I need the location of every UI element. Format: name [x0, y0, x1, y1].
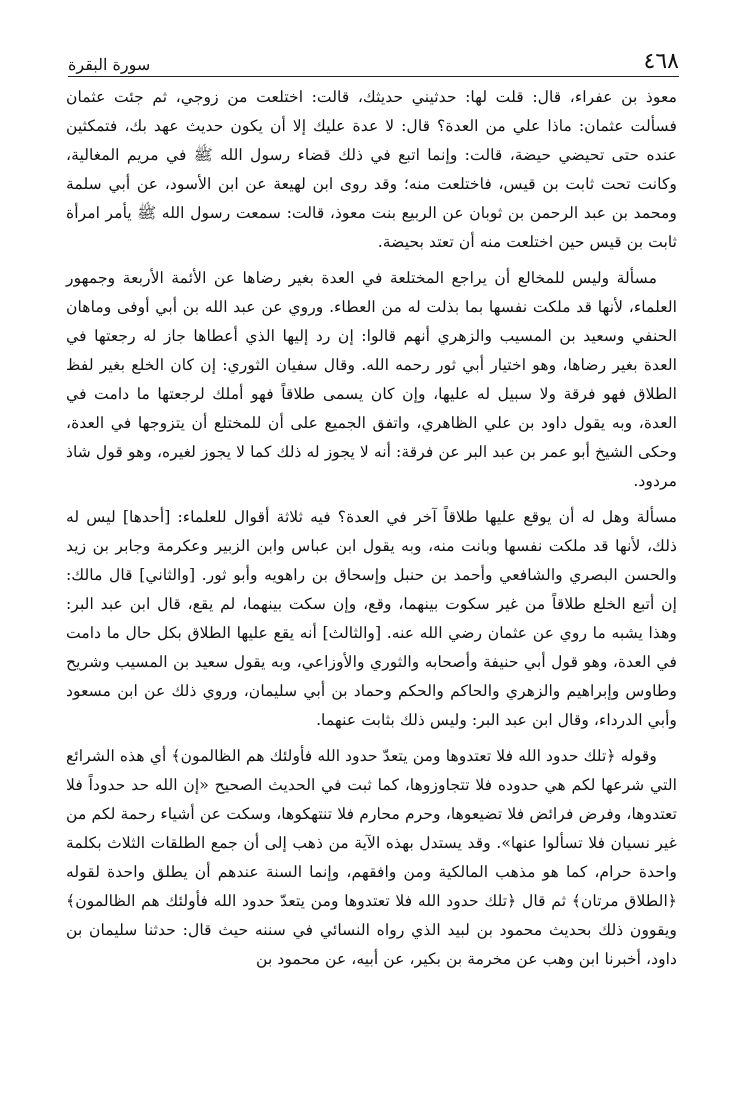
surah-title: سورة البقرة	[68, 55, 151, 74]
page-header	[68, 38, 679, 77]
page-number: ٤٦٨	[643, 49, 679, 74]
paragraph-4: وقوله ﴿تلك حدود الله فلا تعتدوها ومن يتعدّ حدود الله فأولئك هم الظالمون﴾ أي هذه الشرائع التي شرعها لكم هي حدوده فلا تتجاوزوها، كما ثبت في الحديث الصحيح «إن الله حد حدوداً فلا تعتدوها، وفرض فرائض فلا تضيعوها، وحرم محارم فلا تنتهكوها، وسكت عن أشياء رحمة لكم من غير نسيان فلا تسألوا عنها». وقد يستدل بهذه الآية من ذهب إلى أن جمع الطلقات الثلاث بكلمة واحدة حرام، كما هو مذهب المالكية ومن وافقهم، وإنما السنة عندهم أن يطلق واحدة لقوله ﴿الطلاق مرتان﴾ ثم قال ﴿تلك حدود الله فلا تعتدوها ومن يتعدّ حدود الله فأولئك هم الظالمون﴾ ويقوون ذلك بحديث محمود بن لبيد الذي رواه النسائي في سننه حيث قال: حدثنا سليمان بن داود، أخبرنا ابن وهب عن مخرمة بن بكير، عن أبيه، عن محمود بن	[66, 746, 677, 968]
page-body	[66, 82, 677, 980]
paragraph-1: معوذ بن عفراء، قال: قلت لها: حدثيني حديثك، قالت: اختلعت من زوجي، ثم جئت عثمان فسألت عثمان: ماذا علي من العدة؟ قال: لا عدة عليك إلا أن يكون حديث عهد بك، فتمكثين عنده حتى تحيضي حيضة، قالت: وإنما اتبع في ذلك قضاء رسول الله ﷺ في مريم المغالية، وكانت تحت ثابت بن قيس، فاختلعت منه؛ وقد روى ابن لهيعة عن ابن الأسود، عن أبي سلمة ومحمد بن عبد الرحمن بن ثوبان عن الربيع بنت معوذ، قالت: سمعت رسول الله ﷺ يأمر امرأة ثابت بن قيس حين اختلعت منه أن تعتد بحيضة.	[66, 87, 677, 251]
paragraph-3: مسألة وهل له أن يوقع عليها طلاقاً آخر في العدة؟ فيه ثلاثة أقوال للعلماء: [أحدها] ليس له ذلك، لأنها قد ملكت نفسها وبانت منه، وبه يقول ابن عباس وابن الزبير وعكرمة وجابر بن زيد والحسن البصري والشافعي وأحمد بن حنبل وإسحاق بن راهويه وأبو ثور. [والثاني] قال مالك: إن أتبع الخلع طلاقاً من غير سكوت بينهما، وقع، وإن سكت بينهما، لم يقع، قال ابن عبد البر: وهذا يشبه ما روي عن عثمان رضي الله عنه. [والثالث] أنه يقع عليها الطلاق بكل حال ما دامت في العدة، وهو قول أبي حنيفة وأصحابه والثوري والأوزاعي، وبه يقول سعيد بن المسيب وشريح وطاوس وإبراهيم والزهري والحاكم والحكم وحماد بن أبي سليمان، وروي ذلك عن ابن مسعود وأبي الدرداء، وقال ابن عبد البر: وليس ذلك بثابت عنهما.	[66, 507, 677, 729]
paragraph-2: مسألة وليس للمخالع أن يراجع المختلعة في العدة بغير رضاها عن الأئمة الأربعة وجمهور العلماء، لأنها قد ملكت نفسها بما بذلت له من العطاء. وروي عن عبد الله بن أبي أوفى وماهان الحنفي وسعيد بن المسيب والزهري أنهم قالوا: إن رد إليها الذي أعطاها جاز له رجعتها في العدة بغير رضاها، وهو اختيار أبي ثور رحمه الله. وقال سفيان الثوري: إن كان الخلع بغير لفظ الطلاق فهو فرقة ولا سبيل له عليها، وإن كان يسمى طلاقاً فهو أملك لرجعتها ما دامت في العدة، وبه يقول داود بن علي الظاهري، واتفق الجميع على أن للمختلع أن يتزوجها في العدة، وحكى الشيخ أبو عمر بن عبد البر عن فرقة: أنه لا يجوز له ذلك كما لا يجوز لغيره، وهو قول شاذ مردود.	[66, 268, 677, 490]
